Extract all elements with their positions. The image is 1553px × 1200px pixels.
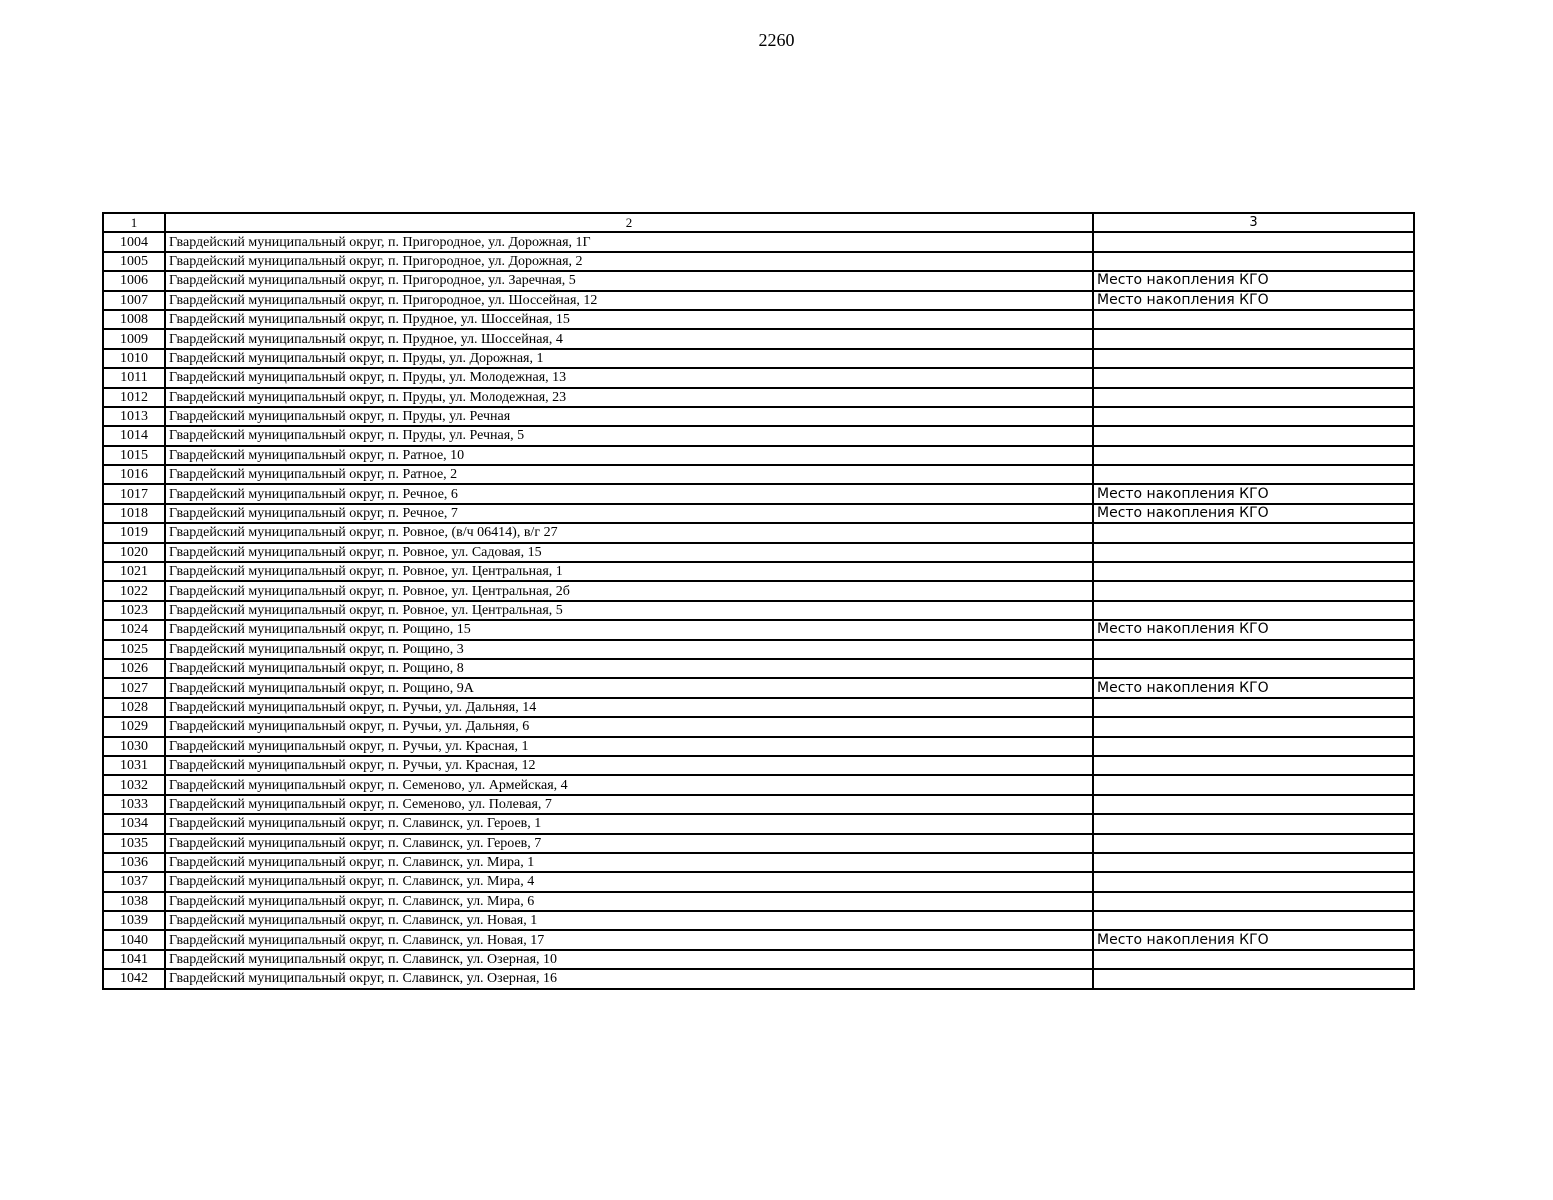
- row-address: Гвардейский муниципальный округ, п. Пригородное, ул. Шоссейная, 12: [165, 291, 1093, 310]
- table-body: [103, 213, 1414, 989]
- table-row: [103, 446, 1414, 465]
- row-note: [1093, 834, 1414, 853]
- row-address: Гвардейский муниципальный округ, п. Славинск, ул. Мира, 1: [165, 853, 1093, 872]
- row-number: 1014: [103, 426, 165, 445]
- table-row: [103, 291, 1414, 310]
- row-note: Место накопления КГО: [1093, 678, 1414, 697]
- table-row: [103, 465, 1414, 484]
- row-note: [1093, 640, 1414, 659]
- table-row: [103, 814, 1414, 833]
- table-row: [103, 950, 1414, 969]
- row-note: [1093, 737, 1414, 756]
- row-address: Гвардейский муниципальный округ, п. Славинск, ул. Героев, 1: [165, 814, 1093, 833]
- row-number: 1011: [103, 368, 165, 387]
- row-address: Гвардейский муниципальный округ, п. Рощино, 8: [165, 659, 1093, 678]
- row-number: 1021: [103, 562, 165, 581]
- row-number: 1041: [103, 950, 165, 969]
- table-row: [103, 853, 1414, 872]
- row-note: [1093, 252, 1414, 271]
- table-row: [103, 892, 1414, 911]
- header-col-2: 2: [165, 213, 1093, 232]
- table-row: [103, 969, 1414, 988]
- table-row: [103, 737, 1414, 756]
- row-number: 1020: [103, 543, 165, 562]
- row-note: [1093, 562, 1414, 581]
- table-row: [103, 640, 1414, 659]
- table-row: [103, 543, 1414, 562]
- row-address: Гвардейский муниципальный округ, п. Пригородное, ул. Заречная, 5: [165, 271, 1093, 290]
- row-note: Место накопления КГО: [1093, 930, 1414, 949]
- row-note: [1093, 310, 1414, 329]
- row-address: Гвардейский муниципальный округ, п. Пруды, ул. Дорожная, 1: [165, 349, 1093, 368]
- table-row: [103, 601, 1414, 620]
- table-row: [103, 232, 1414, 251]
- row-address: Гвардейский муниципальный округ, п. Славинск, ул. Новая, 17: [165, 930, 1093, 949]
- row-number: 1027: [103, 678, 165, 697]
- row-note: [1093, 232, 1414, 251]
- row-note: [1093, 872, 1414, 891]
- row-note: [1093, 465, 1414, 484]
- row-number: 1032: [103, 775, 165, 794]
- row-address: Гвардейский муниципальный округ, п. Ратное, 10: [165, 446, 1093, 465]
- row-number: 1016: [103, 465, 165, 484]
- row-note: [1093, 717, 1414, 736]
- table-row: [103, 775, 1414, 794]
- row-address: Гвардейский муниципальный округ, п. Славинск, ул. Мира, 4: [165, 872, 1093, 891]
- row-number: 1038: [103, 892, 165, 911]
- row-number: 1015: [103, 446, 165, 465]
- row-address: Гвардейский муниципальный округ, п. Ручьи, ул. Дальняя, 14: [165, 698, 1093, 717]
- row-number: 1022: [103, 581, 165, 600]
- table-row: [103, 329, 1414, 348]
- row-note: [1093, 388, 1414, 407]
- table-row: [103, 678, 1414, 697]
- row-number: 1042: [103, 969, 165, 988]
- row-note: [1093, 349, 1414, 368]
- row-address: Гвардейский муниципальный округ, п. Ратное, 2: [165, 465, 1093, 484]
- row-number: 1008: [103, 310, 165, 329]
- row-note: [1093, 911, 1414, 930]
- row-number: 1035: [103, 834, 165, 853]
- row-note: Место накопления КГО: [1093, 271, 1414, 290]
- row-number: 1031: [103, 756, 165, 775]
- row-number: 1013: [103, 407, 165, 426]
- row-address: Гвардейский муниципальный округ, п. Славинск, ул. Озерная, 16: [165, 969, 1093, 988]
- row-number: 1039: [103, 911, 165, 930]
- table-row: [103, 872, 1414, 891]
- row-number: 1034: [103, 814, 165, 833]
- row-note: [1093, 601, 1414, 620]
- row-address: Гвардейский муниципальный округ, п. Пруды, ул. Речная: [165, 407, 1093, 426]
- row-address: Гвардейский муниципальный округ, п. Славинск, ул. Мира, 6: [165, 892, 1093, 911]
- row-address: Гвардейский муниципальный округ, п. Ровное, ул. Центральная, 2б: [165, 581, 1093, 600]
- table-row: [103, 349, 1414, 368]
- header-col-1: 1: [103, 213, 165, 232]
- row-note: Место накопления КГО: [1093, 291, 1414, 310]
- row-number: 1010: [103, 349, 165, 368]
- row-number: 1029: [103, 717, 165, 736]
- table-row: [103, 659, 1414, 678]
- row-number: 1028: [103, 698, 165, 717]
- table-row: [103, 562, 1414, 581]
- table-row: [103, 717, 1414, 736]
- row-number: 1007: [103, 291, 165, 310]
- row-note: [1093, 814, 1414, 833]
- row-number: 1030: [103, 737, 165, 756]
- row-address: Гвардейский муниципальный округ, п. Прудное, ул. Шоссейная, 15: [165, 310, 1093, 329]
- row-address: Гвардейский муниципальный округ, п. Пригородное, ул. Дорожная, 2: [165, 252, 1093, 271]
- row-number: 1005: [103, 252, 165, 271]
- row-address: Гвардейский муниципальный округ, п. Рощино, 15: [165, 620, 1093, 639]
- row-address: Гвардейский муниципальный округ, п. Ровное, ул. Центральная, 1: [165, 562, 1093, 581]
- row-number: 1037: [103, 872, 165, 891]
- row-note: [1093, 581, 1414, 600]
- table-row: [103, 407, 1414, 426]
- table-row: [103, 581, 1414, 600]
- table-row: [103, 834, 1414, 853]
- table-row: [103, 620, 1414, 639]
- row-note: [1093, 698, 1414, 717]
- row-address: Гвардейский муниципальный округ, п. Рощино, 3: [165, 640, 1093, 659]
- row-note: [1093, 523, 1414, 542]
- table-row: [103, 756, 1414, 775]
- row-number: 1023: [103, 601, 165, 620]
- row-address: Гвардейский муниципальный округ, п. Ровное, ул. Центральная, 5: [165, 601, 1093, 620]
- row-note: [1093, 407, 1414, 426]
- row-number: 1036: [103, 853, 165, 872]
- row-number: 1006: [103, 271, 165, 290]
- row-address: Гвардейский муниципальный округ, п. Славинск, ул. Героев, 7: [165, 834, 1093, 853]
- row-number: 1012: [103, 388, 165, 407]
- row-address: Гвардейский муниципальный округ, п. Ровное, (в/ч 06414), в/г 27: [165, 523, 1093, 542]
- table-row: [103, 426, 1414, 445]
- table-row: [103, 504, 1414, 523]
- row-address: Гвардейский муниципальный округ, п. Речное, 6: [165, 484, 1093, 503]
- row-address: Гвардейский муниципальный округ, п. Пруды, ул. Молодежная, 23: [165, 388, 1093, 407]
- row-note: [1093, 853, 1414, 872]
- row-number: 1019: [103, 523, 165, 542]
- row-number: 1033: [103, 795, 165, 814]
- table-row: [103, 388, 1414, 407]
- row-number: 1024: [103, 620, 165, 639]
- row-note: Место накопления КГО: [1093, 620, 1414, 639]
- table-row: [103, 310, 1414, 329]
- row-note: [1093, 950, 1414, 969]
- row-number: 1017: [103, 484, 165, 503]
- row-note: [1093, 446, 1414, 465]
- table-row: [103, 368, 1414, 387]
- row-number: 1040: [103, 930, 165, 949]
- row-note: [1093, 892, 1414, 911]
- page-number: 2260: [758, 30, 795, 50]
- table-row: [103, 911, 1414, 930]
- table-row: [103, 523, 1414, 542]
- registry-table: [102, 212, 1415, 990]
- row-number: 1004: [103, 232, 165, 251]
- table-row: [103, 252, 1414, 271]
- row-note: [1093, 368, 1414, 387]
- table-row: [103, 930, 1414, 949]
- row-address: Гвардейский муниципальный округ, п. Пруды, ул. Молодежная, 13: [165, 368, 1093, 387]
- row-note: [1093, 969, 1414, 988]
- table-header-row: [103, 213, 1414, 232]
- row-note: Место накопления КГО: [1093, 504, 1414, 523]
- table-row: [103, 271, 1414, 290]
- row-note: [1093, 543, 1414, 562]
- table-row: [103, 698, 1414, 717]
- row-note: [1093, 659, 1414, 678]
- row-number: 1018: [103, 504, 165, 523]
- row-address: Гвардейский муниципальный округ, п. Славинск, ул. Новая, 1: [165, 911, 1093, 930]
- row-note: [1093, 795, 1414, 814]
- row-address: Гвардейский муниципальный округ, п. Пригородное, ул. Дорожная, 1Г: [165, 232, 1093, 251]
- row-note: [1093, 426, 1414, 445]
- row-address: Гвардейский муниципальный округ, п. Славинск, ул. Озерная, 10: [165, 950, 1093, 969]
- header-col-3: 3: [1093, 213, 1414, 232]
- row-address: Гвардейский муниципальный округ, п. Прудное, ул. Шоссейная, 4: [165, 329, 1093, 348]
- row-address: Гвардейский муниципальный округ, п. Семеново, ул. Полевая, 7: [165, 795, 1093, 814]
- row-address: Гвардейский муниципальный округ, п. Ручьи, ул. Дальняя, 6: [165, 717, 1093, 736]
- row-address: Гвардейский муниципальный округ, п. Семеново, ул. Армейская, 4: [165, 775, 1093, 794]
- row-note: [1093, 756, 1414, 775]
- row-address: Гвардейский муниципальный округ, п. Ручьи, ул. Красная, 12: [165, 756, 1093, 775]
- row-address: Гвардейский муниципальный округ, п. Речное, 7: [165, 504, 1093, 523]
- row-number: 1025: [103, 640, 165, 659]
- row-note: [1093, 775, 1414, 794]
- row-note: Место накопления КГО: [1093, 484, 1414, 503]
- row-address: Гвардейский муниципальный округ, п. Пруды, ул. Речная, 5: [165, 426, 1093, 445]
- row-number: 1026: [103, 659, 165, 678]
- row-address: Гвардейский муниципальный округ, п. Рощино, 9А: [165, 678, 1093, 697]
- table-row: [103, 795, 1414, 814]
- row-address: Гвардейский муниципальный округ, п. Ровное, ул. Садовая, 15: [165, 543, 1093, 562]
- row-note: [1093, 329, 1414, 348]
- table-row: [103, 484, 1414, 503]
- row-address: Гвардейский муниципальный округ, п. Ручьи, ул. Красная, 1: [165, 737, 1093, 756]
- row-number: 1009: [103, 329, 165, 348]
